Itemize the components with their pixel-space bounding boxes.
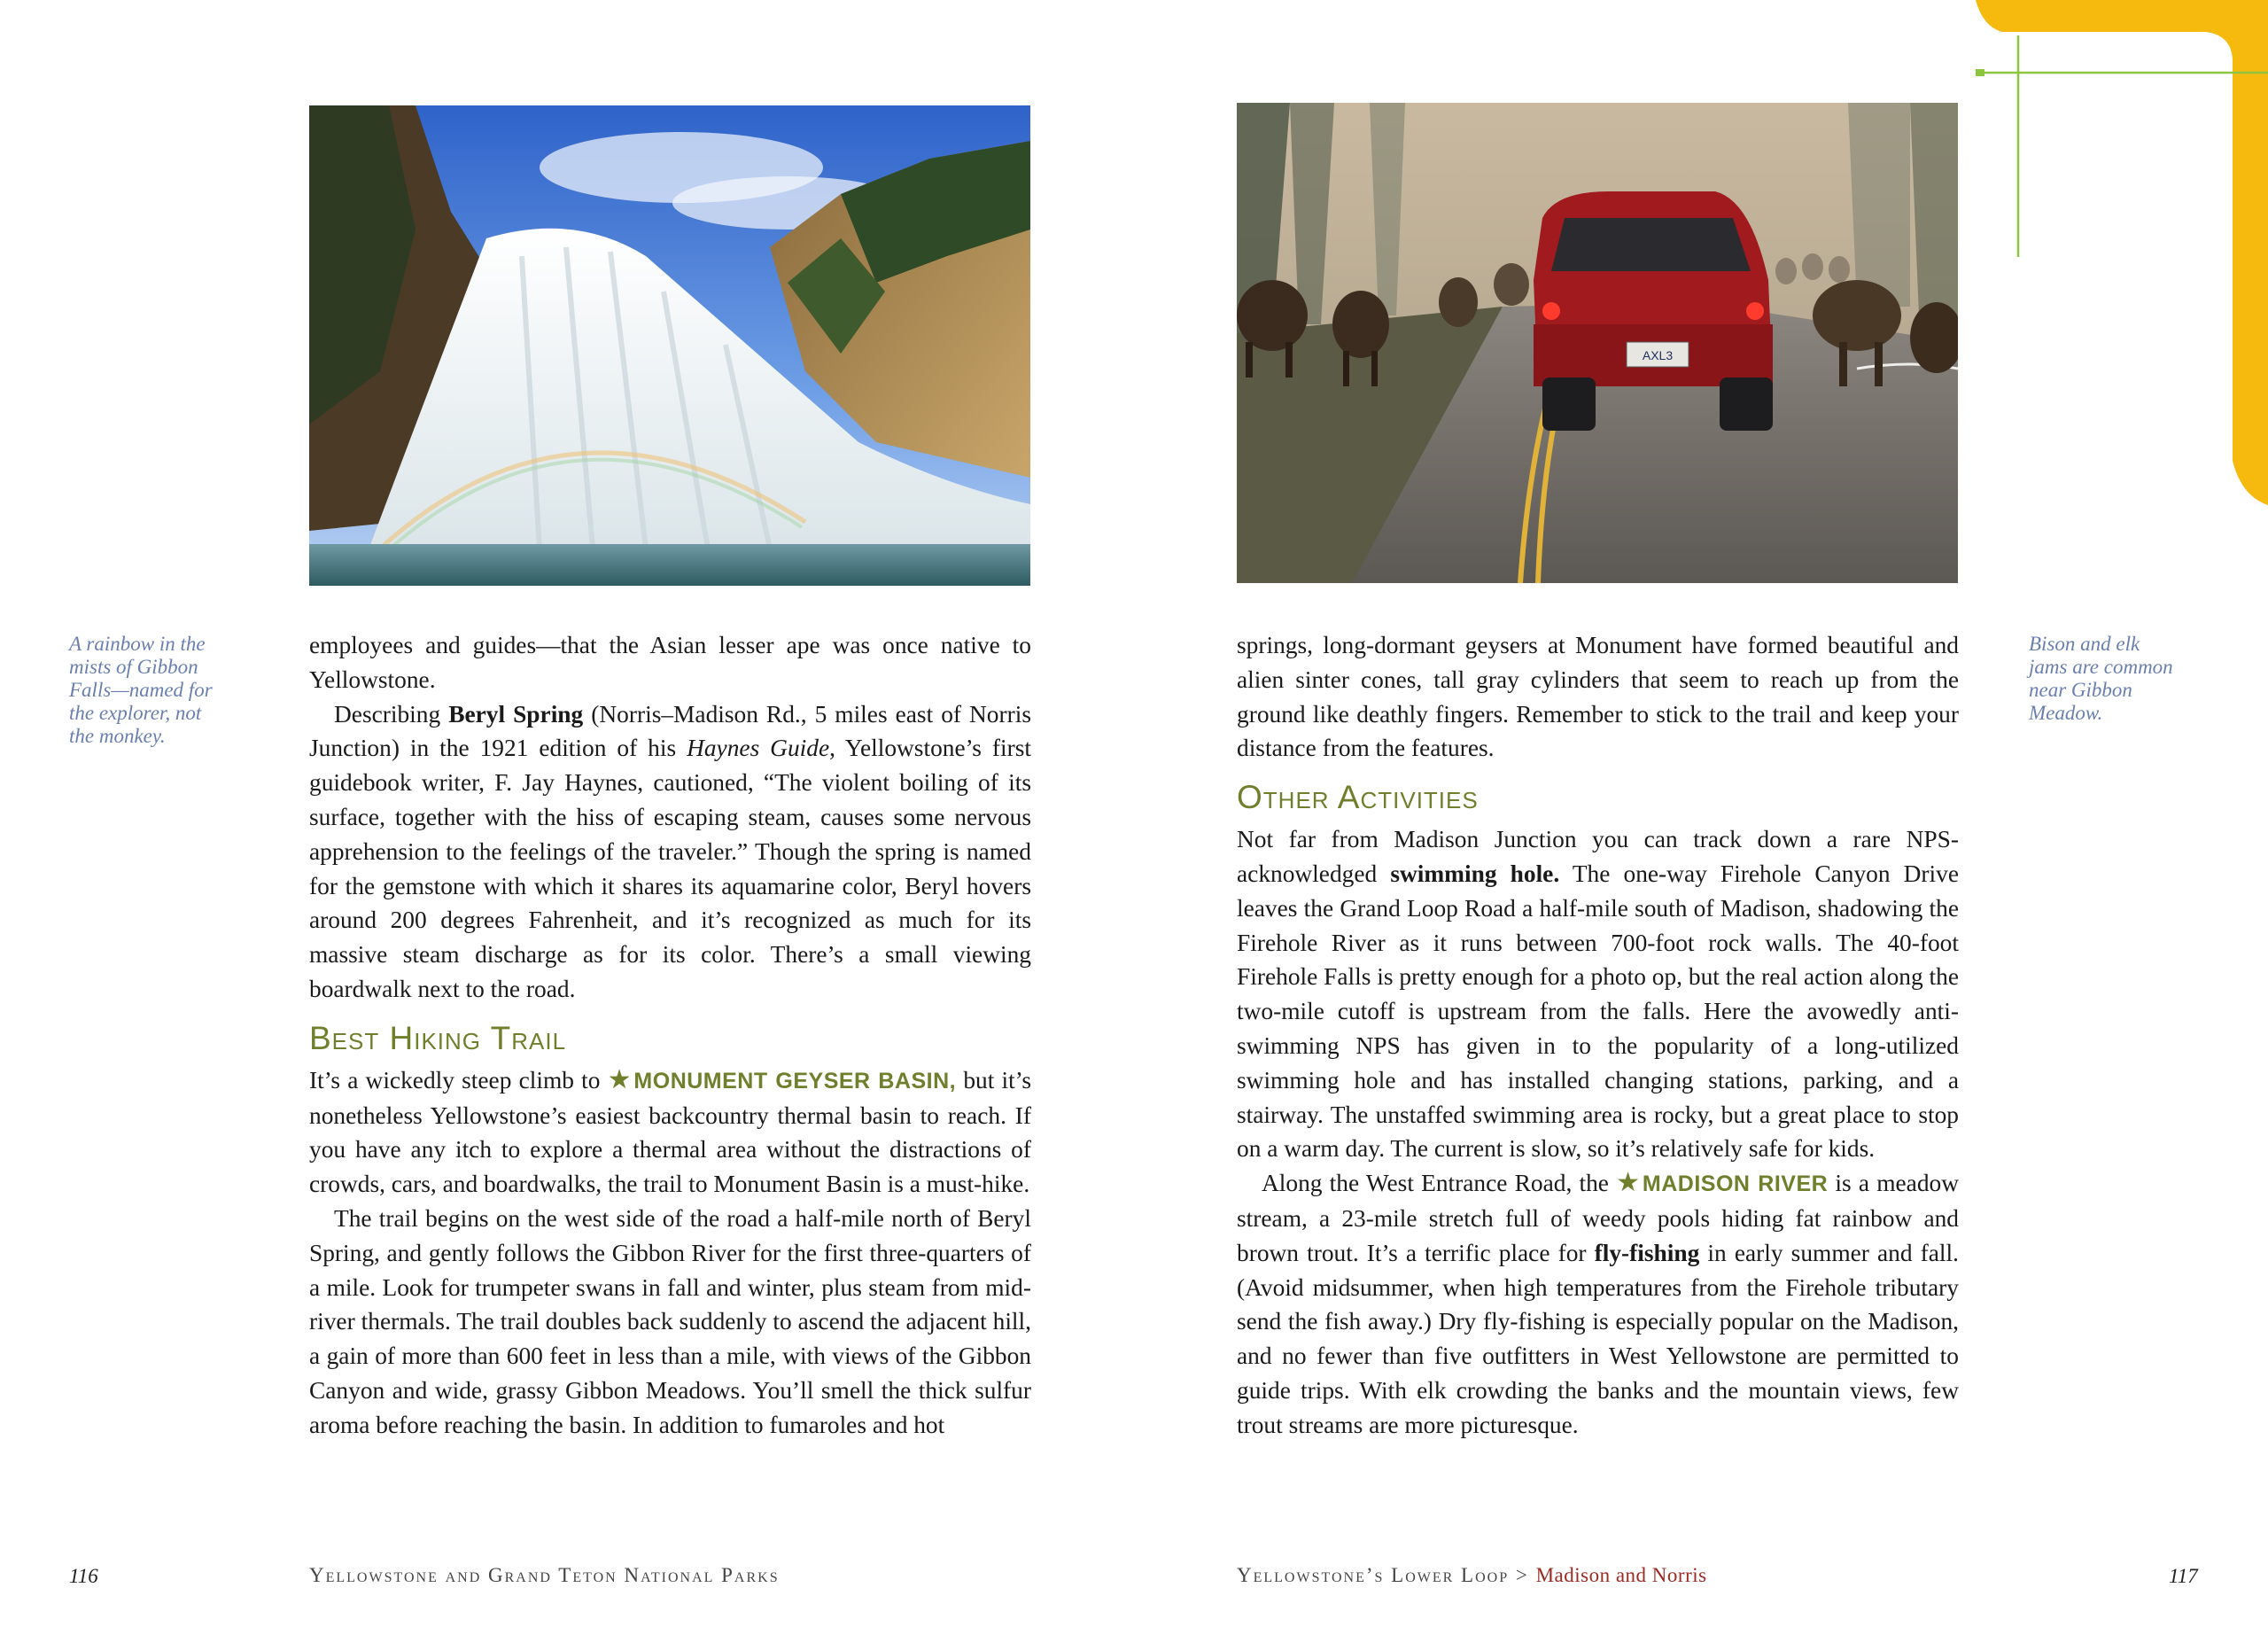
- text-run: is a meadow stream, a 23-mile stretch full of weedy pools hiding fat rainbow and brown trout. It’s a terrific place for: [1237, 1170, 1959, 1266]
- license-plate-text: AXL3: [1642, 348, 1674, 362]
- text-run: but it’s nonetheless Yellowstone’s easiest backcountry thermal basin to reach. If you have any itch to explore a thermal area without the distractions of crowds, cars, and boardwalks, the trail to Monument Basin is a must-hike.: [309, 1066, 1032, 1198]
- paragraph: springs, long-dormant geysers at Monument have formed beautiful and alien sinter cones, tall gray cylinders that seem to reach up from the ground like deathly fingers. Remember to stick to the trail and keep your distance from the features.: [1237, 632, 1959, 762]
- star-icon: ★: [1616, 1168, 1642, 1198]
- photo-caption-gibbon-falls: A rainbow in the mists of Gibbon Falls—named for the explorer, not the monkey.: [69, 633, 213, 747]
- running-head-chapter: Yellowstone’s Lower Loop >: [1237, 1564, 1529, 1586]
- swimming-hole-term: swimming hole.: [1390, 860, 1560, 887]
- beryl-spring-term: Beryl Spring: [448, 700, 584, 728]
- text-run: (Norris–Madison Rd., 5 miles east of Norris Junction) in the 1921 edition of his: [309, 700, 1031, 762]
- paragraph-trail: The trail begins on the west side of the road a half-mile north of Beryl Spring, and gently follows the Gibbon River for the first three-quarters of a mile. Look for trumpeter swans in fall and winter, plus steam from mid-river thermals. The trail doubles back suddenly to ascend the adjacent hill, a gain of more than 600 feet in less than a mile, with views of the Gibbon Canyon and wide, grassy Gibbon Meadows. You’ll smell the thick sulfur aroma before reaching the basin. In addition to fumaroles and hot: [309, 1204, 1031, 1438]
- text-run: in early summer and fall. (Avoid midsummer, when high temperatures from the Firehole tributary send the fish away.) Dry fly-fishing is especially popular on the Madison, and no fewer than five outfitters in West Yellowstone are permitted to guide trips. With elk crowding the banks and the mountain views, few trout streams are more picturesque.: [1237, 1239, 1959, 1438]
- running-head-section: Madison and Norris: [1535, 1564, 1707, 1586]
- star-icon: ★: [607, 1064, 633, 1094]
- page-number-right: 117: [2169, 1565, 2198, 1587]
- fly-fishing-term: fly-fishing: [1594, 1239, 1700, 1266]
- haynes-guide-title: Haynes Guide: [687, 735, 830, 762]
- running-head-left: Yellowstone and Grand Teton National Parks: [309, 1564, 780, 1586]
- highlight-label: MADISON RIVER: [1642, 1171, 1829, 1197]
- text-run: Describing: [334, 700, 449, 728]
- madison-river-highlight: [1616, 1168, 1829, 1198]
- photo-caption-bison: Bison and elk jams are common near Gibbon Meadow.: [2029, 633, 2173, 724]
- gibbon-falls-photo: [309, 105, 1030, 586]
- page-number-left: 116: [69, 1565, 98, 1587]
- text-run: Along the West Entrance Road, the: [1262, 1170, 1617, 1197]
- monument-geyser-basin-highlight: [607, 1064, 957, 1094]
- text-run: Not far from Madison Junction you can track down a rare NPS-acknowledged: [1237, 826, 1959, 887]
- text-run: The one-way Firehole Canyon Drive leaves the Grand Loop Road a half-mile south of Madison, shadowing the Firehole River as it runs between 700-foot rock walls. The 40-foot Firehole Falls is pretty enough for a photo op, but the real action along the two-mile cutoff is upstream from the falls. Here the avowedly anti-swimming NPS has given in to the popularity of a long-utilized swimming hole and has installed changing stations, parking, and a stairway. The unstaffed swimming area is rocky, but a great place to stop on a warm day. The current is slow, so it’s relatively safe for kids.: [1237, 860, 1960, 1163]
- right-text-column: [1237, 628, 1959, 1443]
- text-run: , Yellowstone’s first guidebook writer, F. Jay Haynes, cautioned, “The violent boiling of its surface, together with the hiss of escaping steam, causes some nervous apprehension to the feelings of the traveler.” Though the spring is named for the gemstone with which it shares its aquamarine color, Beryl hovers around 200 degrees Fahrenheit, and it’s recognized as much for its massive steam discharge as for its color. There’s a small viewing boardwalk next to the road.: [309, 735, 1031, 1002]
- paragraph: employees and guides—that the Asian lesser ape was once native to Yellowstone.: [309, 632, 1031, 693]
- bison-road-photo: [1237, 103, 1958, 583]
- section-heading-best-hiking-trail: Best Hiking Trail: [309, 1019, 567, 1056]
- highlight-label: MONUMENT GEYSER BASIN,: [633, 1068, 957, 1094]
- left-text-column: [309, 628, 1031, 1443]
- running-head-right: [1237, 1564, 1707, 1587]
- paragraph-beryl-spring: [309, 697, 1031, 1007]
- paragraph-monument-geyser: [309, 1063, 1031, 1202]
- text-run: It’s a wickedly steep climb to: [309, 1066, 608, 1094]
- paragraph-madison-river: [1237, 1166, 1959, 1442]
- paragraph-swimming-hole: [1237, 822, 1959, 1166]
- section-heading-other-activities: Other Activities: [1237, 779, 1479, 816]
- chapter-tab-decoration: [1976, 0, 2268, 514]
